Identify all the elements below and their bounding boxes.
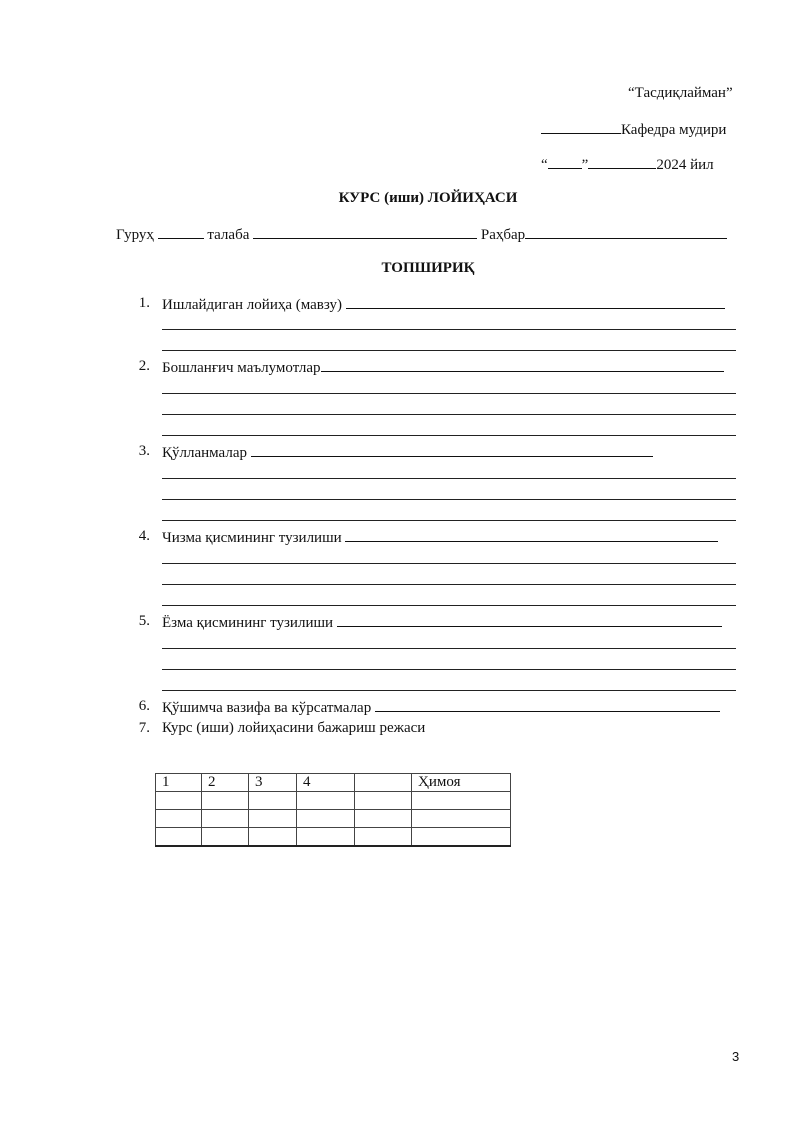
item-label: Ёзма қисмининг тузилиши: [162, 615, 334, 631]
item-additional-tasks: [162, 697, 720, 717]
page-number: 3: [732, 1049, 740, 1064]
table-cell[interactable]: [202, 810, 249, 828]
item-label: Қўлланмалар: [162, 445, 247, 461]
answer-line[interactable]: [162, 435, 736, 436]
quote-open: “: [541, 157, 548, 173]
item-label: Қўшимча вазифа ва кўрсатмалар: [162, 700, 372, 716]
supervisor-label: Раҳбар: [480, 227, 526, 243]
supervisor-field[interactable]: [525, 224, 727, 239]
task-title: ТОПШИРИҚ: [381, 260, 475, 276]
answer-line[interactable]: [162, 499, 736, 500]
item-number: 2.: [138, 358, 150, 374]
answer-line[interactable]: [162, 648, 736, 649]
table-row: [156, 810, 511, 828]
table-cell[interactable]: [249, 810, 297, 828]
table-cell[interactable]: [156, 792, 202, 810]
table-cell[interactable]: [156, 828, 202, 847]
answer-line[interactable]: [162, 350, 736, 351]
month-blank[interactable]: [588, 154, 656, 169]
table-header-cell: [355, 774, 412, 792]
table-cell[interactable]: [249, 828, 297, 847]
item-number: 5.: [138, 613, 150, 629]
approval-line: “Тасдиқлайман”: [628, 85, 733, 101]
date-line: [541, 154, 714, 174]
answer-line[interactable]: [162, 690, 736, 691]
group-field[interactable]: [158, 224, 204, 239]
table-row: [156, 828, 511, 847]
item-label: Курс (иши) лойиҳасини бажариш режаси: [162, 720, 426, 736]
table-row: [156, 792, 511, 810]
table-cell[interactable]: [355, 828, 412, 847]
table-header-cell: 2: [202, 774, 249, 792]
table-cell[interactable]: [156, 810, 202, 828]
answer-line[interactable]: [162, 329, 736, 330]
drawing-part-field[interactable]: [345, 527, 718, 542]
item-label: Бошланғич маълумотлар: [162, 360, 321, 376]
topic-field[interactable]: [346, 294, 725, 309]
answer-line[interactable]: [162, 605, 736, 606]
item-written-part: [162, 612, 722, 632]
work-plan-table: [155, 773, 511, 847]
table-header-row: [156, 774, 511, 792]
initial-data-field[interactable]: [321, 357, 724, 372]
table-cell[interactable]: [297, 828, 355, 847]
table-cell[interactable]: [355, 810, 412, 828]
manuals-field[interactable]: [251, 442, 653, 457]
table-cell[interactable]: [297, 810, 355, 828]
answer-line[interactable]: [162, 414, 736, 415]
table-cell[interactable]: [202, 792, 249, 810]
item-number: 6.: [138, 698, 150, 714]
written-part-field[interactable]: [337, 612, 722, 627]
answer-line[interactable]: [162, 520, 736, 521]
table-cell[interactable]: [412, 828, 511, 847]
department-head-line: [541, 119, 726, 139]
group-label: Гуруҳ: [116, 227, 154, 243]
answer-line[interactable]: [162, 478, 736, 479]
answer-line[interactable]: [162, 393, 736, 394]
table-cell[interactable]: [202, 828, 249, 847]
table-header-cell: 3: [249, 774, 297, 792]
item-label: Чизма қисмининг тузилиши: [162, 530, 342, 546]
answer-line[interactable]: [162, 669, 736, 670]
table-header-cell: Ҳимоя: [412, 774, 511, 792]
department-head-label: Кафедра мудири: [621, 122, 727, 138]
student-label: талаба: [207, 227, 250, 243]
day-blank[interactable]: [548, 154, 582, 169]
info-line: [116, 224, 727, 244]
item-number: 7.: [138, 720, 150, 736]
table-cell[interactable]: [355, 792, 412, 810]
quote-close: ”: [581, 157, 589, 173]
answer-line[interactable]: [162, 563, 736, 564]
item-topic: [162, 294, 725, 314]
document-title: КУРС (иши) ЛОЙИҲАСИ: [338, 190, 518, 206]
table-header-cell: 4: [297, 774, 355, 792]
table-header-cell: 1: [156, 774, 202, 792]
item-drawing-part: [162, 527, 718, 547]
item-initial-data: [162, 357, 724, 377]
item-number: 1.: [138, 295, 150, 311]
additional-tasks-field[interactable]: [375, 697, 720, 712]
table-cell[interactable]: [249, 792, 297, 810]
student-field[interactable]: [253, 224, 477, 239]
item-number: 4.: [138, 528, 150, 544]
item-manuals: [162, 442, 653, 462]
table-cell[interactable]: [297, 792, 355, 810]
item-number: 3.: [138, 443, 150, 459]
table-cell[interactable]: [412, 792, 511, 810]
table-cell[interactable]: [412, 810, 511, 828]
item-work-plan: [162, 719, 425, 737]
item-label: Ишлайдиган лойиҳа (мавзу): [162, 297, 342, 313]
signature-blank[interactable]: [541, 119, 621, 134]
answer-line[interactable]: [162, 584, 736, 585]
year-label: 2024 йил: [656, 157, 714, 173]
